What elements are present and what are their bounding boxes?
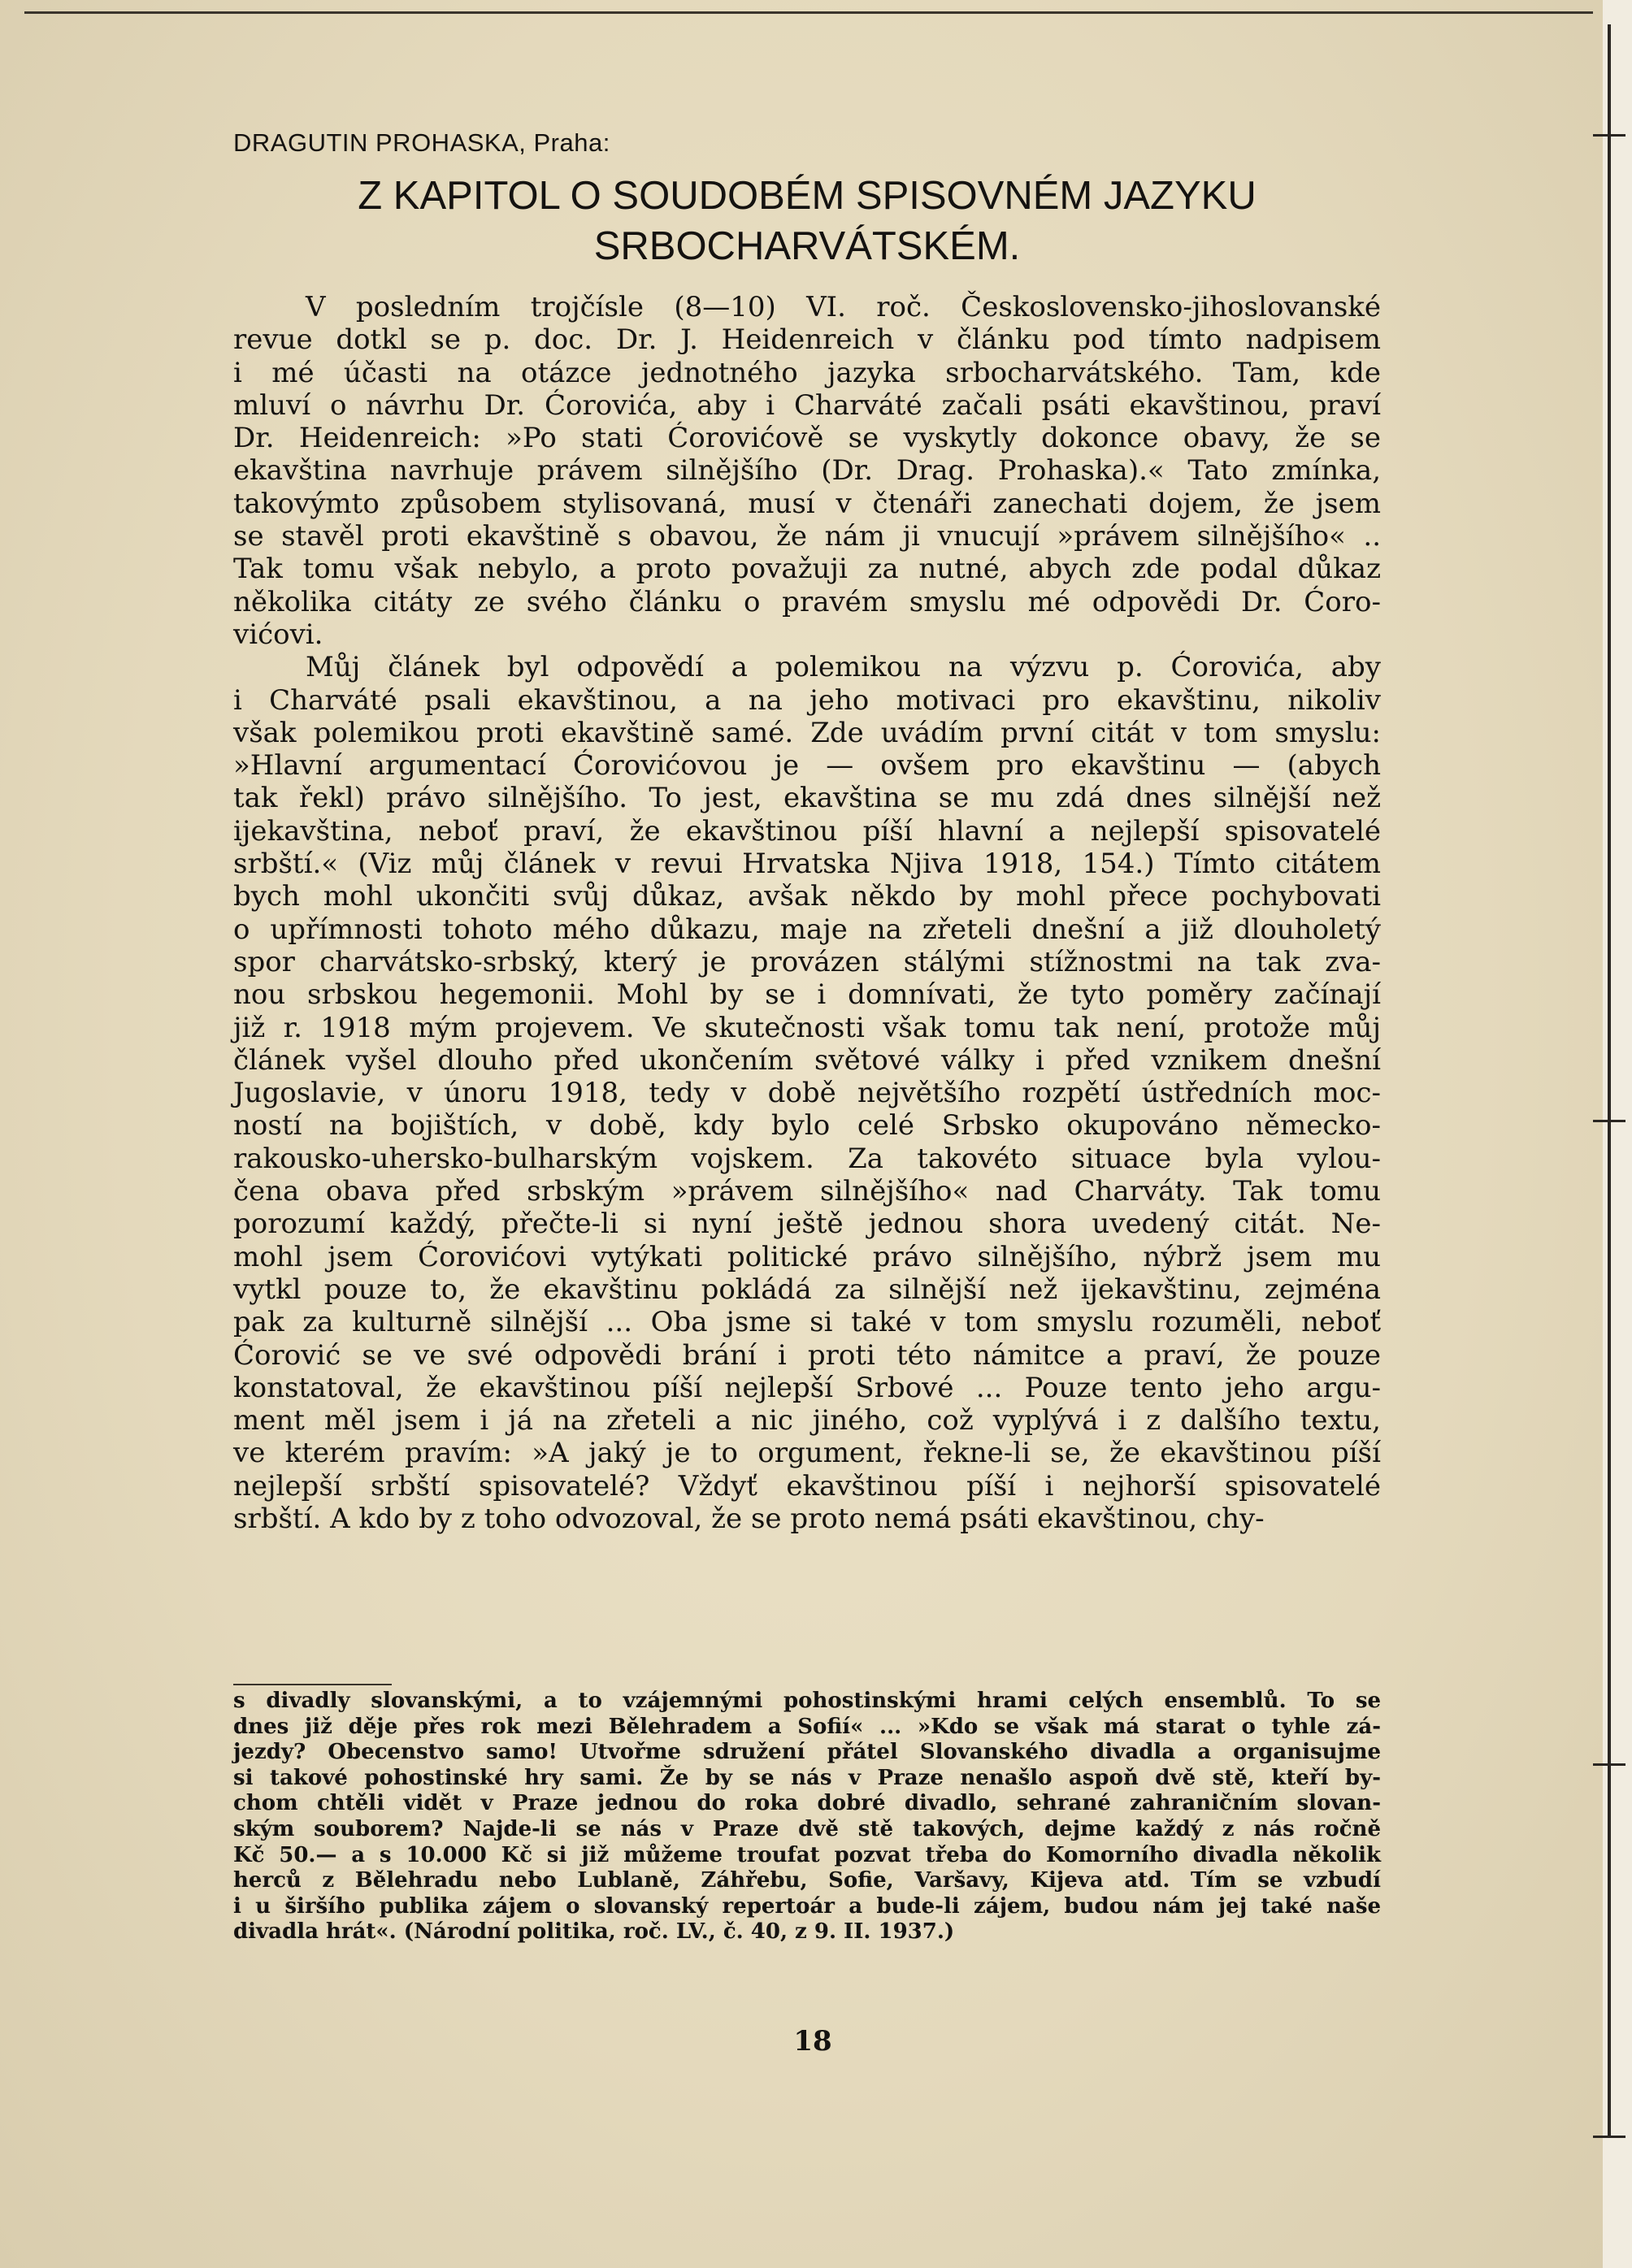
body-line: V posledním trojčísle (8—10) VI. roč. Československo-jihoslovanské — [306, 291, 1381, 323]
body-line: nou srbskou hegemonii. Mohl by se i domnívati, že tyto poměry začínají — [233, 978, 1381, 1012]
footnote-line: si takové pohostinské hry sami. Že by se nás v Praze nenašlo aspoň dvě stě, kteří by- — [233, 1765, 1381, 1790]
body-line: pak za kulturně silnější ... Oba jsme si také v tom smyslu rozuměli, neboť — [233, 1306, 1381, 1339]
body-line: Jugoslavie, v únoru 1918, tedy v době největšího rozpětí ústředních moc- — [233, 1077, 1381, 1110]
footnote-line: s divadly slovanskými, a to vzájemnými pohostinskými hrami celých ensemblů. To se — [233, 1689, 1381, 1713]
edge-tick — [1593, 134, 1625, 137]
body-line: tak řekl) právo silnějšího. To jest, ekavština se mu zdá dnes silnější než — [233, 782, 1381, 815]
body-line: Tak tomu však nebylo, a proto považuji za nutné, abych zde podal důkaz — [233, 553, 1381, 586]
body-line: ment měl jsem i já na zřeteli a nic jiného, což vyplývá i z dalšího textu, — [233, 1404, 1381, 1438]
footnote-line: ským souborem? Najde-li se nás v Praze dvě stě takových, dejme každý z nás ročně — [233, 1816, 1381, 1841]
body-line: »Hlavní argumentací Ćorovićovou je — ovšem pro ekavštinu — (abych — [233, 749, 1381, 783]
scanner-edge-line — [1608, 24, 1611, 2137]
footnote — [233, 1689, 1381, 1945]
body-line: mluví o návrhu Dr. Ćorovića, aby i Charváté začali psáti ekavštinou, praví — [233, 388, 1381, 422]
footnote-line: dnes již děje přes rok mezi Bělehradem a Sofií« ... »Kdo se však má starat o tyhle zá- — [233, 1714, 1381, 1739]
body-line: srbští. A kdo by z toho odvozoval, že se proto nemá psáti ekavštinou, chy- — [233, 1502, 1265, 1535]
body-line: Dr. Heidenreich: »Po stati Ćorovićově se vyskytly dokonce obavy, že se — [233, 422, 1381, 455]
body-line: ností na bojištích, v době, kdy bylo celé Srbsko okupováno německo- — [233, 1109, 1381, 1143]
body-line: již r. 1918 mým projevem. Ve skutečnosti však tomu tak není, protože můj — [233, 1011, 1381, 1044]
body-line: bych mohl ukončiti svůj důkaz, avšak někdo by mohl přece pochybovati — [233, 880, 1381, 913]
body-line: Ćorović se ve své odpovědi brání i proti této námitce a praví, že pouze — [233, 1338, 1381, 1372]
body-line: ekavština navrhuje právem silnějšího (Dr. Drag. Prohaska).« Tato zmínka, — [233, 454, 1381, 488]
footnote-separator — [233, 1684, 392, 1685]
title-line-2: SRBOCHARVÁTSKÉM. — [593, 224, 1021, 268]
body-line: článek vyšel dlouho před ukončením světové války i před vznikem dnešní — [233, 1043, 1381, 1077]
footnote-line: jezdy? Obecenstvo samo! Utvořme sdružení přátel Slovanského divadla a organisujme — [233, 1740, 1381, 1765]
body-line: Můj článek byl odpovědí a polemikou na výzvu p. Ćorovića, aby — [306, 651, 1381, 684]
body-line: nejlepší srbští spisovatelé? Vždyť ekavštinou píší i nejhorší spisovatelé — [233, 1469, 1381, 1503]
article-body — [233, 291, 1381, 1535]
body-line: takovýmto způsobem stylisovaná, musí v čtenáři zanechati dojem, že jsem — [233, 487, 1381, 520]
body-line: ijekavština, neboť praví, že ekavštinou píší hlavní a nejlepší spisovatelé — [233, 814, 1381, 848]
edge-tick — [1593, 2136, 1625, 2138]
body-line: mohl jsem Ćorovićovi vytýkati politické právo silnějšího, nýbrž jsem mu — [233, 1240, 1381, 1273]
body-line: několika citáty ze svého článku o pravém smyslu mé odpovědi Dr. Ćoro- — [233, 585, 1381, 618]
body-line: konstatoval, že ekavštinou píší nejlepší Srbové ... Pouze tento jeho argu- — [233, 1371, 1381, 1404]
body-line: o upřímnosti tohoto mého důkazu, maje na zřeteli dnešní a již dlouholetý — [233, 913, 1381, 946]
body-line: porozumí každý, přečte-li si nyní ještě jednou shora uvedený citát. Ne- — [233, 1208, 1381, 1241]
edge-tick — [1593, 1763, 1625, 1766]
body-line: srbští.« (Viz můj článek v revui Hrvatska Njiva 1918, 154.) Tímto citátem — [233, 848, 1381, 881]
footnote-line: chom chtěli vidět v Praze jednou do roka dobré divadlo, sehrané zahraničním slovan- — [233, 1791, 1381, 1816]
body-line: spor charvátsko-srbský, který je provázen stálými stížnostmi na tak zva- — [233, 945, 1381, 978]
edge-tick — [1593, 1120, 1625, 1122]
body-line: čena obava před srbským »právem silnějšího« nad Charváty. Tak tomu — [233, 1175, 1381, 1208]
title-line-1: Z KAPITOL O SOUDOBÉM SPISOVNÉM JAZYKU — [358, 174, 1257, 218]
body-line: i Charváté psali ekavštinou, a na jeho motivaci pro ekavštinu, nikoliv — [233, 683, 1381, 717]
body-line: vytkl pouze to, že ekavštinu pokládá za silnější než ijekavštinu, zejména — [233, 1273, 1381, 1306]
body-line: revue dotkl se p. doc. Dr. J. Heidenreich v článku pod tímto nadpisem — [233, 323, 1381, 357]
body-line: ve kterém pravím: »A jaký je to orgument, řekne-li se, že ekavštinou píší — [233, 1437, 1381, 1470]
footnote-line: divadla hrát«. (Národní politika, roč. LV., č. 40, z 9. II. 1937.) — [233, 1919, 955, 1945]
page-top-rule — [24, 11, 1593, 14]
body-line: rakousko-uhersko-bulharským vojskem. Za takovéto situace byla vylou- — [233, 1142, 1381, 1175]
article-title — [233, 171, 1381, 271]
author-line: DRAGUTIN PROHASKA, Praha: — [233, 128, 610, 157]
body-line: i mé účasti na otázce jednotného jazyka srbocharvátského. Tam, kde — [233, 356, 1381, 389]
body-line: vićovi. — [233, 618, 323, 651]
footnote-line: Kč 50.— a s 10.000 Kč si již můžeme troufat pozvat třeba do Komorního divadla několik — [233, 1842, 1381, 1867]
footnote-line: herců z Bělehradu nebo Lublaně, Záhřebu, Sofie, Varšavy, Kijeva atd. Tím se vzbudí — [233, 1868, 1381, 1893]
footnote-line: i u širšího publika zájem o slovanský repertoár a bude-li zájem, budou nám jej také naše — [233, 1893, 1381, 1919]
page-number: 18 — [793, 2025, 832, 2058]
body-line: se stavěl proti ekavštině s obavou, že nám ji vnucují »právem silnějšího« .. — [233, 520, 1381, 553]
body-line: však polemikou proti ekavštině samé. Zde uvádím první citát v tom smyslu: — [233, 716, 1381, 749]
